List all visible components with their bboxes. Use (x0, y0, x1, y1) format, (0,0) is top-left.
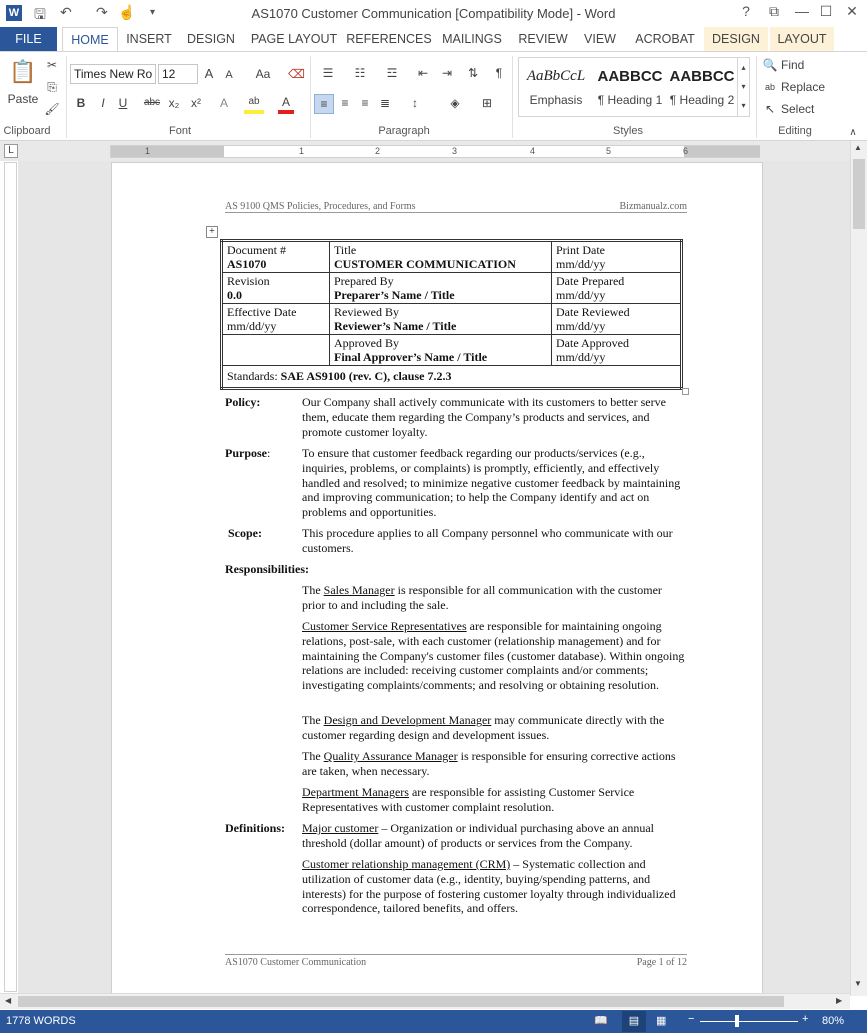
save-icon[interactable]: 🖫 (34, 6, 46, 22)
purpose-label: Purpose: (225, 446, 271, 460)
line-spacing-icon[interactable]: ↕ (412, 96, 418, 110)
def-crm: Customer relationship management (CRM) – Systematic collection and utilization of customer data (e.g., identity, buying/spending patterns, and interests) for the purpose of fostering customer loyalty through individualized correspondence, tailored benefits, and offers. (302, 857, 676, 916)
highlight-icon[interactable]: ab (244, 94, 264, 114)
word-app-icon[interactable]: W (6, 5, 22, 21)
web-layout-icon[interactable]: ▦ (656, 1015, 667, 1027)
responsibilities-label: Responsibilities: (225, 562, 310, 576)
editing-group-label: Editing (778, 125, 812, 137)
select-icon[interactable]: ↖ (764, 102, 776, 116)
show-marks-icon[interactable]: ¶ (495, 66, 503, 80)
cell-date-approved[interactable]: Date Approved mm/dd/yy (552, 335, 682, 366)
copy-icon[interactable]: ⎘ (47, 80, 57, 94)
italic-button[interactable]: I (101, 96, 105, 110)
redo-icon[interactable]: ↷ (96, 4, 108, 20)
page-header (225, 201, 687, 213)
replace-button[interactable]: Replace (781, 80, 826, 94)
styles-scroll[interactable]: ▴ ▾ ▾ (737, 58, 749, 116)
replace-icon[interactable]: ab (764, 82, 775, 92)
zoom-level[interactable]: 80% (822, 1015, 845, 1027)
find-button[interactable]: Find (781, 58, 805, 72)
format-painter-icon[interactable]: 🖌 (44, 102, 60, 116)
align-right-icon[interactable]: ≡ (361, 96, 369, 110)
cell-doc-number[interactable]: Document # AS1070 (222, 241, 330, 273)
maximize-icon[interactable]: ☐ (819, 3, 833, 19)
zoom-slider[interactable] (700, 1021, 798, 1022)
font-color-icon[interactable]: A (278, 94, 294, 114)
help-icon[interactable]: ? (742, 3, 750, 19)
styles-gallery (518, 57, 750, 117)
horizontal-ruler[interactable]: 1 1 2 3 4 5 6 (110, 145, 760, 158)
sort-icon[interactable]: ⇅ (467, 66, 479, 80)
tab-review[interactable]: REVIEW (518, 32, 568, 46)
print-layout-icon[interactable]: ▤ (622, 1011, 646, 1032)
minimize-icon[interactable]: — (795, 3, 809, 19)
clipboard-group-label: Clipboard (3, 125, 51, 137)
vertical-ruler[interactable] (4, 162, 17, 992)
numbering-icon[interactable]: ☷ (354, 66, 366, 80)
footer-right: Page 1 of 12 (636, 957, 687, 968)
subscript-button[interactable]: x₂ (168, 96, 180, 110)
resp-qa-manager: The Quality Assurance Manager is responsible for ensuring corrective actions are taken, when necessary. (302, 749, 676, 778)
cut-icon[interactable]: ✂ (46, 58, 58, 72)
tab-page-layout[interactable]: PAGE LAYOUT (250, 32, 338, 46)
underline-button[interactable]: U (118, 96, 128, 110)
table-resize-handle[interactable] (682, 388, 689, 395)
ruler-bar (0, 141, 867, 161)
page-footer (225, 954, 687, 968)
resp-department-managers: Department Managers are responsible for assisting Customer Service Representatives with customer complaint resolution. (302, 785, 635, 814)
align-left-icon[interactable]: ≡ (314, 94, 334, 114)
word-count[interactable]: 1778 WORDS (6, 1015, 76, 1027)
tab-selector[interactable]: L (4, 144, 18, 158)
superscript-button[interactable]: x² (191, 96, 201, 110)
justify-icon[interactable]: ≣ (379, 96, 391, 110)
style-emphasis[interactable]: AaBbCcL Emphasis (526, 68, 586, 107)
table-move-handle[interactable]: + (206, 226, 218, 238)
grow-font-button[interactable]: A (204, 66, 214, 81)
window-title: AS1070 Customer Communication [Compatibility Mode] - Word (251, 6, 616, 21)
customize-qat-icon[interactable]: ▾ (150, 7, 156, 18)
scroll-down-icon[interactable]: ▼ (854, 979, 862, 988)
title-bar (0, 0, 867, 27)
zoom-in-icon[interactable]: + (802, 1013, 809, 1025)
multilevel-list-icon[interactable]: ☲ (386, 66, 398, 80)
tab-insert[interactable]: INSERT (126, 32, 172, 46)
change-case-button[interactable]: Aa (255, 67, 271, 81)
zoom-slider-thumb[interactable] (735, 1015, 739, 1027)
cell-print-date[interactable]: Print Date mm/dd/yy (552, 241, 682, 273)
resp-design-manager: The Design and Development Manager may communicate directly with the customer regarding design and development issues. (302, 713, 665, 742)
font-name-box[interactable]: Times New Ro (70, 64, 156, 84)
font-size-box[interactable]: 12 (158, 64, 198, 84)
text-effects-icon[interactable]: A (219, 96, 228, 110)
status-bar (0, 1010, 867, 1033)
definitions-label: Definitions: (225, 821, 285, 835)
footer-left: AS1070 Customer Communication (225, 957, 367, 968)
collapse-ribbon-icon[interactable]: ∧ (849, 127, 857, 138)
tab-table-design[interactable]: DESIGN (704, 27, 768, 51)
policy-label: Policy: (225, 395, 261, 409)
scope-text: This procedure applies to all Company personnel who communicate with our customers. (302, 526, 673, 555)
style-heading-1[interactable]: AABBCC ¶ Heading 1 (597, 68, 663, 107)
purpose-text: To ensure that customer feedback regarding our products/services (e.g., inquiries, problems, or complaints) is promptly, efficiently, and effectively handled and resolved; to minimize negative customer feedback by maintaining and improving communication; to help the Company identify and act on problems and opportunities. (302, 446, 681, 520)
undo-icon[interactable]: ↶ (60, 4, 72, 20)
borders-icon[interactable]: ⊞ (481, 96, 493, 110)
tab-table-layout[interactable]: LAYOUT (770, 27, 834, 51)
select-button[interactable]: Select (781, 102, 815, 116)
tab-design[interactable]: DESIGN (187, 32, 235, 46)
horizontal-scrollbar[interactable] (0, 993, 850, 1009)
ribbon (0, 51, 867, 141)
paste-button[interactable]: Paste (7, 92, 39, 106)
ribbon-tabs (0, 27, 867, 51)
tab-file[interactable]: FILE (0, 27, 57, 51)
close-icon[interactable]: ✕ (846, 3, 858, 19)
bold-button[interactable]: B (76, 96, 86, 110)
bullets-icon[interactable]: ☰ (322, 66, 334, 80)
cell-effective-date[interactable]: Effective Date mm/dd/yy (222, 304, 330, 335)
def-major-customer: Major customer – Organization or individual purchasing above an annual threshold (dollar amount) of products or services from the Company. (302, 821, 655, 850)
cell-prepared-by[interactable]: Prepared By Preparer’s Name / Title (330, 273, 552, 304)
shrink-font-button[interactable]: A (225, 69, 233, 81)
header-right: Bizmanualz.com (619, 201, 687, 212)
clear-formatting-icon[interactable]: ⌫ (288, 67, 305, 81)
header-left: AS 9100 QMS Policies, Procedures, and Forms (225, 201, 416, 212)
style-heading-2[interactable]: AABBCC ¶ Heading 2 (669, 68, 735, 107)
touch-mode-icon[interactable]: ☝ (118, 4, 136, 20)
zoom-out-icon[interactable]: − (688, 1013, 695, 1025)
tab-mailings[interactable]: MAILINGS (442, 32, 502, 46)
cell-date-prepared[interactable]: Date Prepared mm/dd/yy (552, 273, 682, 304)
font-group-label: Font (168, 125, 191, 137)
cell-revision[interactable]: Revision 0.0 (222, 273, 330, 304)
document-control-table (220, 239, 683, 390)
read-mode-icon[interactable]: 📖 (594, 1015, 608, 1027)
cell-reviewed-by[interactable]: Reviewed By Reviewer’s Name / Title (330, 304, 552, 335)
tab-references[interactable]: REFERENCES (346, 32, 432, 46)
cell-approved-by[interactable]: Approved By Final Approver’s Name / Title (330, 335, 552, 366)
cell-empty[interactable] (222, 335, 330, 366)
styles-group-label: Styles (613, 125, 643, 137)
document-page[interactable] (111, 162, 763, 1002)
resp-sales-manager: The Sales Manager is responsible for all communication with the customer prior to and including the sale. (302, 583, 662, 612)
cell-title[interactable]: Title CUSTOMER COMMUNICATION (330, 241, 552, 273)
scroll-right-icon[interactable]: ▶ (836, 996, 843, 1005)
scroll-left-icon[interactable]: ◀ (5, 996, 12, 1005)
vertical-scrollbar[interactable] (850, 141, 867, 996)
policy-text: Our Company shall actively communicate with its customers to better serve them, educate them regarding the Company’s products and services, and promote customer loyalty. (302, 395, 666, 439)
find-icon[interactable]: 🔍 (762, 58, 778, 72)
horizontal-scroll-thumb[interactable] (18, 996, 784, 1007)
cell-date-reviewed[interactable]: Date Reviewed mm/dd/yy (552, 304, 682, 335)
tab-home[interactable]: HOME (62, 27, 118, 52)
align-center-icon[interactable]: ≡ (341, 96, 349, 110)
vertical-scroll-thumb[interactable] (853, 159, 865, 229)
strikethrough-button[interactable]: abc (143, 97, 161, 108)
scope-label: Scope: (228, 526, 262, 540)
shading-icon[interactable]: ◈ (450, 96, 460, 110)
resp-csr: Customer Service Representatives are responsible for maintaining ongoing relations, post-sale, with each customer (relationship management) and for maintaining the Company's customer files (customer database). Within ongoing relations are included: receiving customer complaints and/or comments; investigating complaints/comments; and resolving or obtaining resolution. (302, 619, 685, 693)
decrease-indent-icon[interactable]: ⇤ (417, 66, 429, 80)
increase-indent-icon[interactable]: ⇥ (441, 66, 453, 80)
paragraph-group-label: Paragraph (378, 125, 430, 137)
ribbon-display-icon[interactable]: ⧉ (769, 3, 779, 19)
tab-view[interactable]: VIEW (584, 32, 616, 46)
tab-acrobat[interactable]: ACROBAT (635, 32, 695, 46)
cell-standards[interactable]: Standards: SAE AS9100 (rev. C), clause 7.2.3 (222, 366, 682, 389)
paste-icon[interactable]: 📋 (9, 59, 37, 84)
scroll-up-icon[interactable]: ▲ (854, 143, 862, 152)
